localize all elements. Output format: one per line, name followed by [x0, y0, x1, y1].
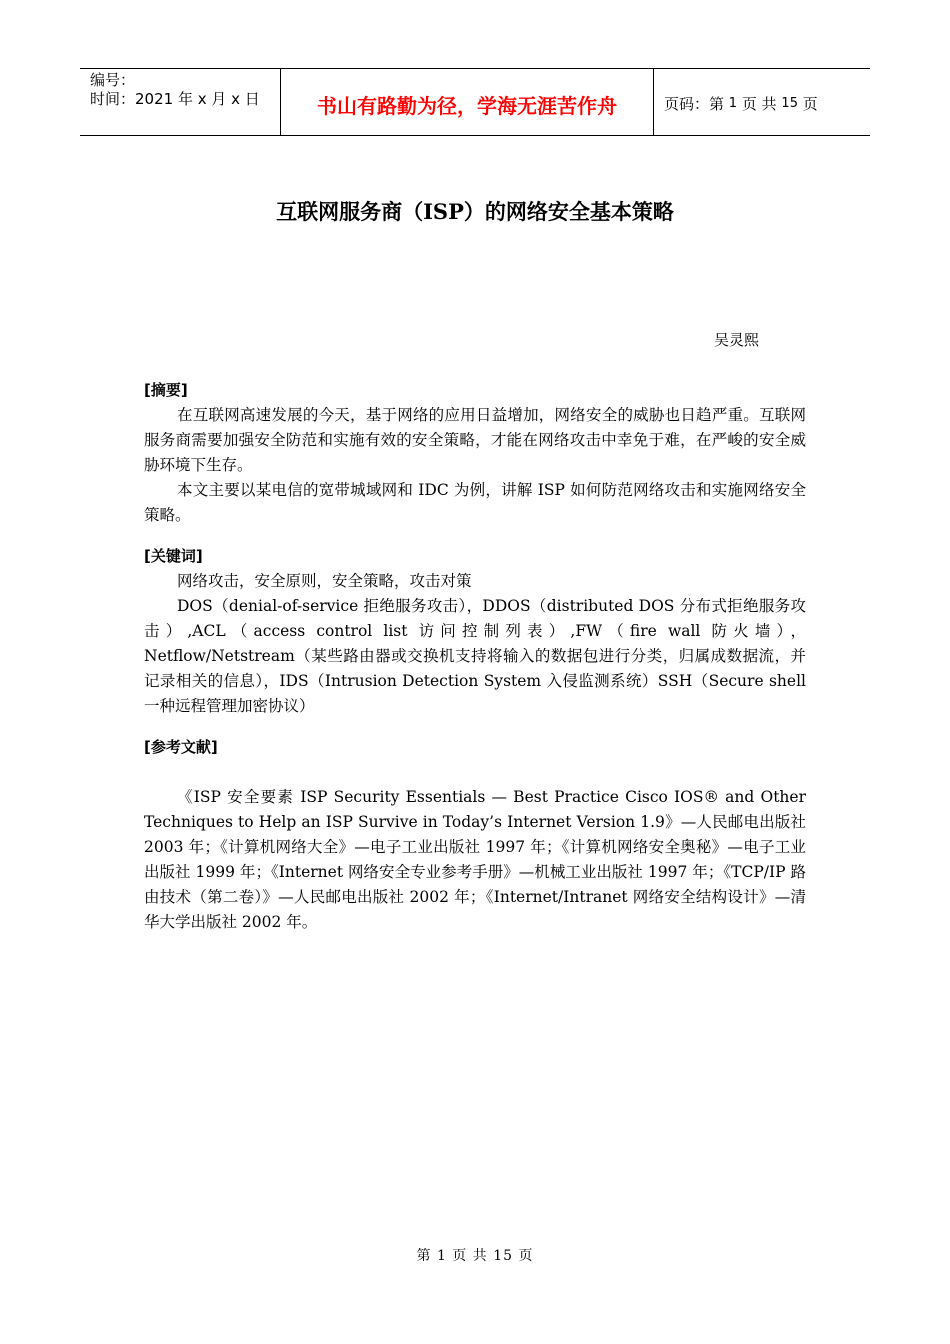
- abstract-paragraph: 本文主要以某电信的宽带城域网和 IDC 为例，讲解 ISP 如何防范网络攻击和实施网络安全策略。: [144, 481, 806, 524]
- abstract-heading: [摘要]: [144, 381, 188, 399]
- page-total: 15: [781, 95, 798, 111]
- document-number-label: 编号：: [90, 71, 136, 89]
- page-header: [80, 68, 870, 136]
- author-name: 吴灵熙: [714, 331, 760, 349]
- keywords-heading: [关键词]: [144, 547, 203, 565]
- header-meta: [80, 69, 281, 135]
- document-body: [144, 378, 806, 935]
- page-suffix: 页: [802, 94, 818, 113]
- abstract-paragraph: 在互联网高速发展的今天，基于网络的应用日益增加，网络安全的威胁也日趋严重。互联网服务商需要加强安全防范和实施有效的安全策略，才能在网络攻击中幸免于难，在严峻的安全威胁环境下生存。: [144, 406, 806, 474]
- page-current: 1: [728, 95, 738, 111]
- references-heading: [参考文献]: [144, 738, 218, 756]
- page-mid: 页 共: [741, 94, 777, 113]
- document-date: 时间：2021 年 x 月 x 日: [90, 90, 260, 108]
- keywords-glossary: DOS（denial-of-service 拒绝服务攻击），DDOS（distributed DOS 分布式拒绝服务攻击）,ACL（access control list 访问控制列表）,FW（fire wall 防火墙），Netflow/Netstream（某些路由器或交换机支持将输入的数据包进行分类，归属成数据流，并记录相关的信息），IDS（Intrusion Detection System 入侵监测系统）SSH（Secure shell 一种远程管理加密协议）: [144, 597, 806, 715]
- keywords-list: 网络攻击，安全原则，安全策略，攻击对策: [177, 572, 472, 590]
- references-text: 《ISP 安全要素 ISP Security Essentials — Best Practice Cisco IOS® and Other Techniques to Help an ISP Survive in Today’s Internet Version 1.9》—人民邮电出版社 2003 年；《计算机网络大全》—电子工业出版社 1997 年；《计算机网络安全奥秘》—电子工业出版社 1999 年；《Internet 网络安全专业参考手册》—机械工业出版社 1997 年；《TCP/IP 路由技术（第二卷）》—人民邮电出版社 2002 年；《Internet/Intranet 网络安全结构设计》—清华大学出版社 2002 年。: [144, 788, 806, 931]
- header-motto: 书山有路勤为径，学海无涯苦作舟: [281, 69, 654, 135]
- document-title: 互联网服务商（ISP）的网络安全基本策略: [276, 199, 674, 224]
- page-prefix: 页码：第: [664, 94, 725, 113]
- page-footer: 第 1 页 共 15 页: [416, 1248, 534, 1264]
- header-page-info: [654, 69, 870, 135]
